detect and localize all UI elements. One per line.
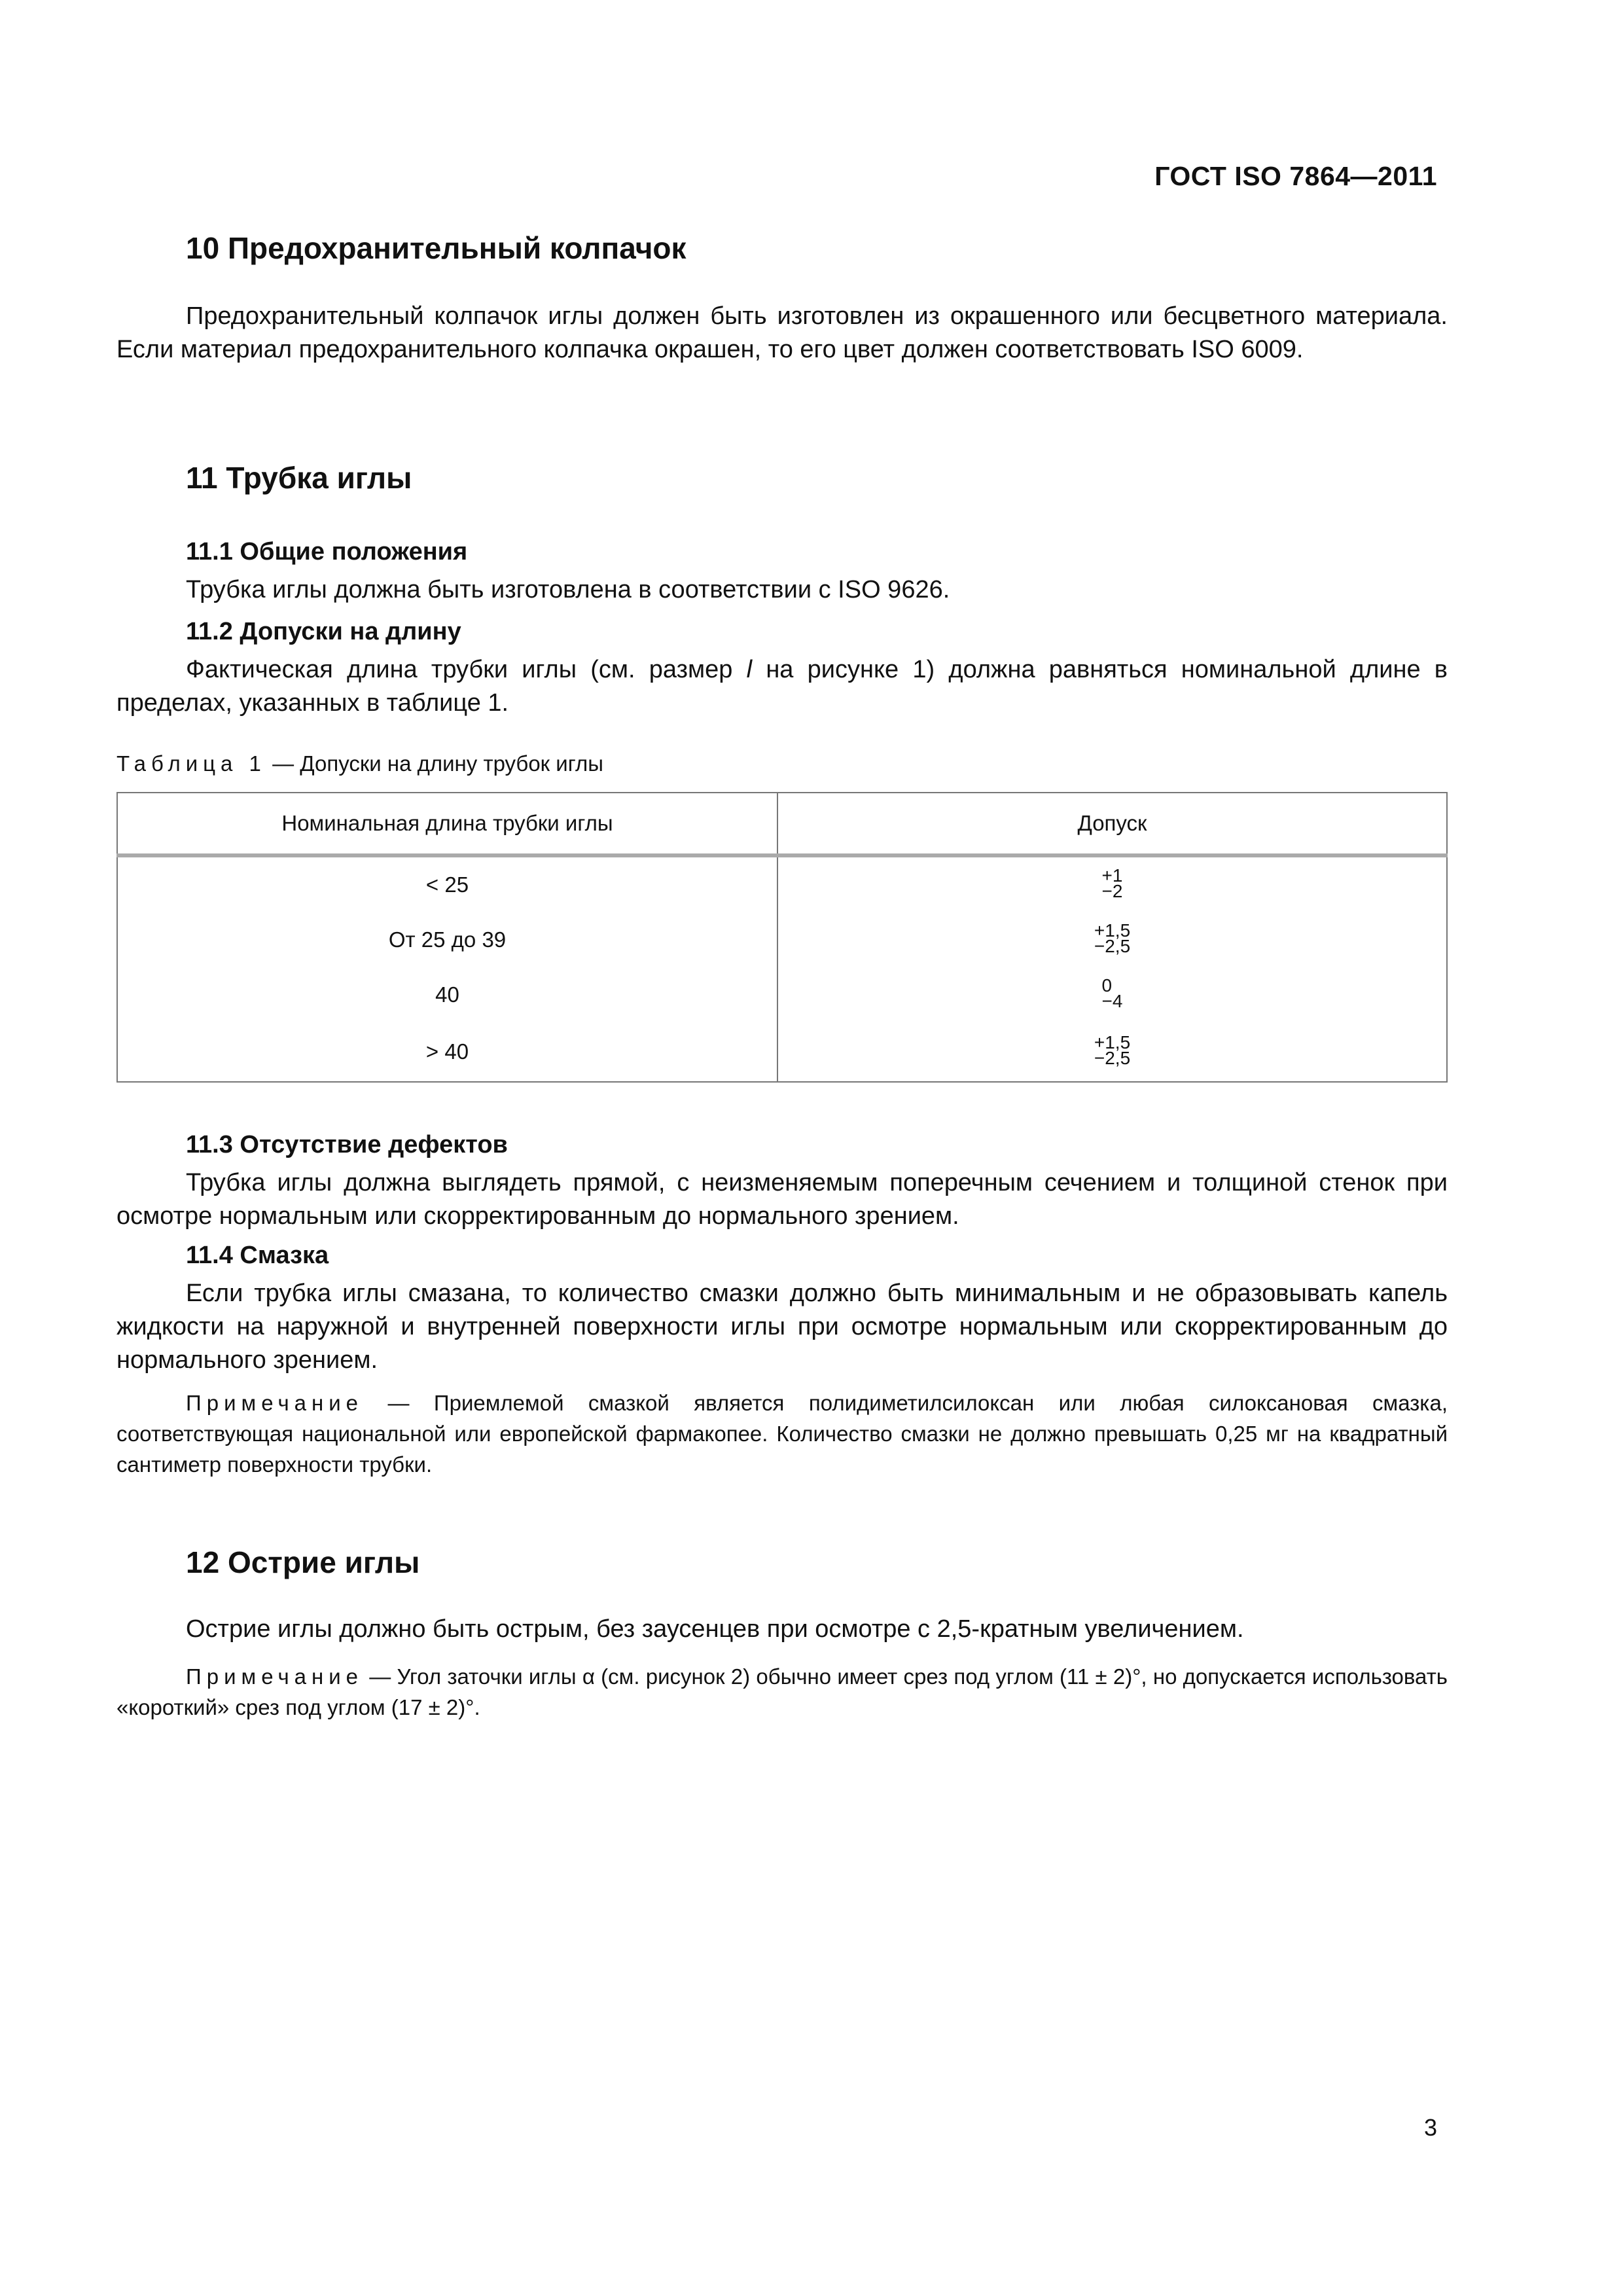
document-id-header: ГОСТ ISO 7864—2011	[1154, 161, 1437, 191]
section-11-4-note	[116, 1388, 1448, 1480]
table-header-tolerance: Допуск	[777, 793, 1447, 855]
tolerance-plus: 0	[1101, 975, 1113, 996]
length-tolerance-table	[116, 792, 1448, 1083]
section-11-title: 11 Трубка иглы	[186, 461, 412, 495]
table-cell-tolerance	[777, 855, 1447, 912]
section-11-4-title: 11.4 Смазка	[186, 1242, 329, 1269]
table-cell-tolerance	[777, 1022, 1447, 1082]
tolerance-plus: +1	[1101, 865, 1123, 886]
table-caption-label: Таблица 1	[116, 751, 266, 776]
tolerance-minus: −2,5	[1094, 935, 1131, 956]
table-row	[117, 855, 1447, 912]
section-11-3-title: 11.3 Отсутствие дефектов	[186, 1131, 508, 1158]
tolerance-plus: +1,5	[1094, 1031, 1131, 1052]
table-row	[117, 912, 1447, 967]
tolerance-plus: +1,5	[1094, 920, 1131, 941]
table-caption	[116, 751, 603, 776]
section-12-title: 12 Острие иглы	[186, 1545, 420, 1579]
table-cell-length: < 25	[117, 855, 777, 912]
section-11-2-text-part-a: Фактическая длина трубки иглы (см. размер	[186, 656, 747, 683]
table-cell-tolerance	[777, 912, 1447, 967]
note-text: — Угол заточки иглы α (см. рисунок 2) обычно имеет срез под углом (11 ± 2)°, но допускается использовать «короткий» срез под углом (17 ± 2)°.	[116, 1664, 1448, 1719]
table-cell-length: 40	[117, 967, 777, 1022]
dimension-symbol-l: l	[746, 656, 753, 683]
table-cell-length: От 25 до 39	[117, 912, 777, 967]
section-10-title: 10 Предохранительный колпачок	[186, 231, 687, 265]
table-row	[117, 1022, 1447, 1082]
note-label: Примечание	[186, 1664, 364, 1689]
table-cell-length: > 40	[117, 1022, 777, 1082]
section-11-3-text: Трубка иглы должна выглядеть прямой, с неизменяемым поперечным сечением и толщиной стенок при осмотре нормальным или скорректированным до нормального зрением.	[116, 1169, 1448, 1230]
note-text: — Приемлемой смазкой является полидиметилсилоксан или любая силоксановая смазка, соответствующая национальной или европейской фармакопее. Количество смазки не должно превышать 0,25 мг на квадратный сантиметр поверхности трубки.	[116, 1391, 1448, 1477]
table-cell-tolerance	[777, 967, 1447, 1022]
section-11-1-title: 11.1 Общие положения	[186, 538, 468, 565]
table-header-row	[117, 793, 1447, 855]
table-caption-text: — Допуски на длину трубок иглы	[266, 751, 603, 776]
section-12-text: Острие иглы должно быть острым, без заусенцев при осмотре с 2,5-кратным увеличением.	[186, 1615, 1244, 1643]
section-11-1-text: Трубка иглы должна быть изготовлена в соответствии с ISO 9626.	[186, 576, 950, 603]
table-header-nominal-length: Номинальная длина трубки иглы	[117, 793, 777, 855]
tolerance-minus: −2,5	[1094, 1047, 1131, 1068]
table-row	[117, 967, 1447, 1022]
section-11-2-text	[116, 653, 1448, 720]
tolerance-minus: −2	[1101, 880, 1123, 901]
section-11-2-title: 11.2 Допуски на длину	[186, 618, 461, 645]
section-11-2-text-part-b: на рисунке 1) должна равняться номинальной длине в пределах, указанных в таблице 1.	[116, 656, 1448, 717]
section-11-4-text: Если трубка иглы смазана, то количество смазки должно быть минимальным и не образовывать капель жидкости на наружной и внутренней поверхности иглы при осмотре нормальным или скорректированным до нормального зрением.	[116, 1280, 1448, 1374]
tolerance-minus: −4	[1101, 990, 1123, 1011]
page-number: 3	[1423, 2114, 1437, 2141]
note-label: Примечание	[186, 1391, 364, 1415]
section-12-note	[116, 1661, 1448, 1723]
section-10-text: Предохранительный колпачок иглы должен быть изготовлен из окрашенного или бесцветного материала. Если материал предохранительного колпачка окрашен, то его цвет должен соответствовать ISO 6009.	[116, 302, 1448, 363]
